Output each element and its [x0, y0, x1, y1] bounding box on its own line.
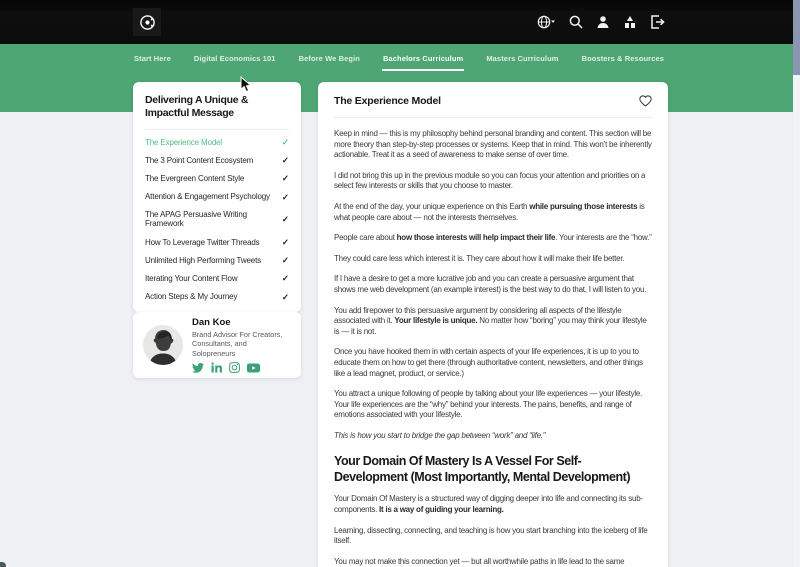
lesson-header	[334, 82, 652, 118]
lesson-item[interactable]	[145, 188, 289, 206]
paragraph: People care about how those interests will help impact their life. Your interests are the “how.”	[334, 233, 652, 243]
check-icon: ✓	[281, 291, 289, 302]
check-icon: ✓	[281, 137, 289, 148]
instructor-card	[133, 312, 301, 378]
paragraph: They could care less which interest it is. They care about how it will make their life better.	[334, 253, 625, 263]
paragraph: Learning, dissecting, connecting, and teaching is how you start branching into the iceberg of life itself.	[334, 525, 648, 546]
nav-tab-start-here[interactable]: Start Here	[134, 54, 171, 63]
lesson-item[interactable]	[145, 151, 289, 169]
lesson-item[interactable]	[145, 288, 289, 306]
twitter-icon[interactable]	[192, 363, 204, 373]
scrollbar-thumb[interactable]	[793, 0, 800, 75]
logout-icon[interactable]	[650, 15, 665, 29]
offers-icon[interactable]	[623, 15, 637, 29]
instructor-photo	[143, 325, 183, 365]
paragraph: Your Domain Of Mastery is a structured way of digging deeper into life and connecting its sub-components. It is a way of guiding your learning.	[334, 494, 643, 515]
lesson-label: The 3 Point Content Ecosystem	[145, 155, 254, 165]
search-icon[interactable]	[569, 15, 583, 29]
lesson-item[interactable]	[145, 251, 289, 269]
camera-lens-icon	[139, 14, 156, 31]
paragraph: At the end of the day, your unique experience on this Earth while pursuing those interests is what people care about — not the interests themselves.	[334, 201, 645, 222]
lesson-label: Iterating Your Content Flow	[145, 273, 238, 283]
article-body	[334, 118, 652, 567]
check-icon: ✓	[281, 273, 289, 284]
youtube-icon[interactable]	[247, 363, 260, 373]
window-corner	[0, 562, 6, 567]
check-icon: ✓	[281, 237, 289, 248]
paragraph: This is how you start to bridge the gap between “work” and “life.”	[334, 430, 546, 440]
site-logo[interactable]	[133, 8, 161, 36]
language-globe-icon[interactable]	[537, 15, 556, 29]
top-bar	[0, 0, 800, 44]
lesson-label: The APAG Persuasive Writing Framework	[145, 210, 247, 229]
instructor-info	[192, 317, 291, 374]
heart-icon	[639, 95, 652, 107]
lesson-item[interactable]	[145, 269, 289, 287]
check-icon: ✓	[281, 173, 289, 184]
nav-tab-bachelors-curriculum[interactable]: Bachelors Curriculum	[382, 47, 464, 71]
avatar	[143, 325, 183, 365]
lesson-label: How To Leverage Twitter Threads	[145, 237, 260, 247]
lesson-item[interactable]	[145, 133, 289, 151]
lesson-list	[145, 133, 289, 306]
module-title: Delivering A Unique & Impactful Message	[145, 94, 289, 130]
nav-tab-boosters-resources[interactable]: Boosters & Resources	[581, 54, 665, 63]
check-icon: ✓	[281, 191, 289, 202]
lesson-label: Action Steps & My Journey	[145, 292, 238, 302]
scrollbar-track[interactable]	[793, 0, 800, 567]
lesson-label: The Experience Model	[145, 137, 223, 147]
account-icon[interactable]	[596, 15, 610, 29]
check-icon: ✓	[281, 155, 289, 166]
lesson-item[interactable]	[145, 206, 289, 233]
lesson-item[interactable]	[145, 233, 289, 251]
check-icon: ✓	[281, 214, 289, 225]
paragraph: I did not bring this up in the previous module so you can focus your attention and priorities on a select few interests or skills that you choose to master.	[334, 170, 646, 191]
social-links	[192, 362, 291, 373]
paragraph: You attract a unique following of people by talking about your life experiences — your lifestyle. Your life experiences are the “why” behind your interests. The pains, benefits, and range of emotions associated with your lifestyle.	[334, 389, 643, 420]
favorite-button[interactable]	[639, 95, 652, 107]
paragraph: You add firepower to this persuasive argument by considering all aspects of the lifestyle associated with it. Your lifestyle is unique. No matter how “boring” you may think your lifestyle is — it is not.	[334, 305, 647, 336]
paragraph: You may not make this connection yet — but all worthwhile paths in life lead to the same	[334, 556, 625, 566]
linkedin-icon[interactable]	[211, 362, 222, 373]
lesson-content-card	[318, 82, 668, 567]
nav-tab-digital-economics-101[interactable]: Digital Economics 101	[193, 54, 276, 63]
paragraph: If I have a desire to get a more lucrative job and you can create a persuasive argument that shows me web development (an example interest) is the best way to do that, I will listen to you.	[334, 274, 647, 294]
course-nav	[133, 44, 665, 71]
nav-tab-masters-curriculum[interactable]: Masters Curriculum	[486, 54, 559, 63]
lesson-label: Attention & Engagement Psychology	[145, 192, 270, 202]
paragraph: Once you have hooked them in with certain aspects of your life experiences, it is up to you to educate them on how to get there (through authoritative content, newsletters, and other things like a lead magnet, product, or service.)	[334, 347, 643, 378]
instagram-icon[interactable]	[229, 362, 240, 373]
paragraph: Keep in mind — this is my philosophy behind personal branding and content. This section will be more theory than step-by-step processes or systems. Keep that in mind. This won’t be inherently actionable. Treat it as a seed of awareness to make sense of over time.	[334, 129, 652, 160]
lesson-title: The Experience Model	[334, 95, 441, 107]
lesson-label: The Evergreen Content Style	[145, 173, 245, 183]
lesson-label: Unlimited High Performing Tweets	[145, 255, 261, 265]
section-heading: Your Domain Of Mastery Is A Vessel For Self-Development (Most Importantly, Mental Development)	[334, 454, 631, 484]
check-icon: ✓	[281, 255, 289, 266]
nav-tab-before-we-begin[interactable]: Before We Begin	[298, 54, 360, 63]
instructor-name: Dan Koe	[192, 316, 231, 328]
instructor-bio: Brand Advisor For Creators, Consultants, and Solopreneurs	[192, 330, 283, 358]
lesson-item[interactable]	[145, 169, 289, 187]
module-outline-card	[133, 82, 301, 312]
topbar-icon-group	[537, 0, 665, 44]
